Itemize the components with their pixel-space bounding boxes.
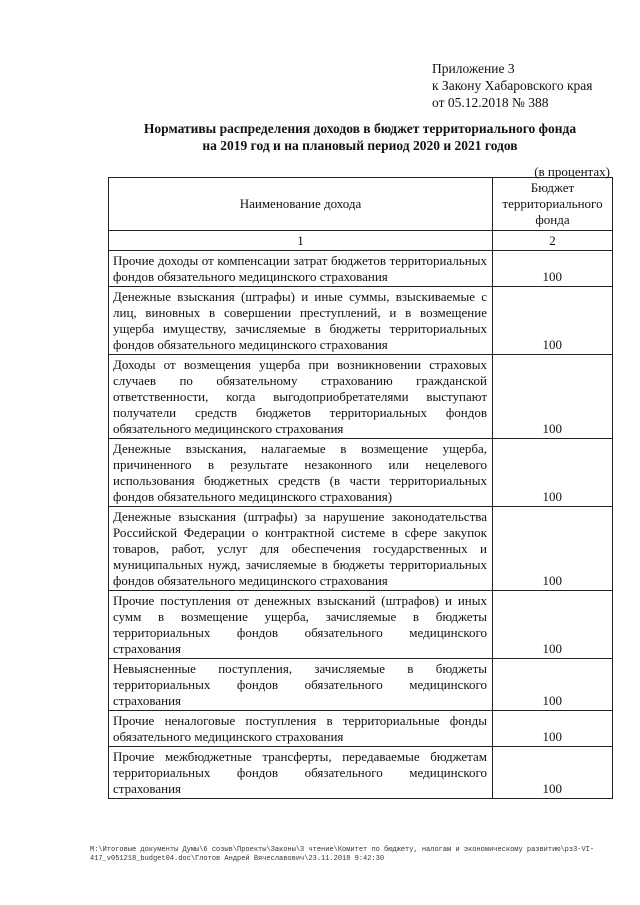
appendix-block [432,60,593,111]
income-name-cell: Денежные взыскания, налагаемые в возмещение ущерба, причиненного в результате незаконного или нецелевого использования бюджетных средств (в части территориальных фондов обязательного медицинского страхования) [109,439,493,507]
column-number-2: 2 [493,231,613,251]
income-name-cell: Денежные взыскания (штрафы) за нарушение законодательства Российской Федерации о контрактной системе в сфере закупок товаров, работ, услуг для обеспечения государственных и муниципальных нужд, зачисляемые в бюджеты территориальных фондов обязательного медицинского страхования [109,507,493,591]
income-norms-table [108,177,613,799]
column-number-1: 1 [109,231,493,251]
appendix-number: Приложение 3 [432,61,515,76]
norm-value-cell: 100 [493,287,613,355]
table-row [109,591,613,659]
title-line-2: на 2019 год и на плановый период 2020 и 2021 годов [202,138,518,153]
table-row [109,747,613,799]
table-row [109,711,613,747]
table-row [109,439,613,507]
table-row [109,659,613,711]
header-budget: Бюджет территориального фонда [493,178,613,231]
table-row [109,287,613,355]
income-name-cell: Прочие межбюджетные трансферты, передаваемые бюджетам территориальных фондов обязательного медицинского страхования [109,747,493,799]
appendix-law-reference: к Закону Хабаровского края [432,78,593,93]
norm-value-cell: 100 [493,711,613,747]
income-name-cell: Невыясненные поступления, зачисляемые в бюджеты территориальных фондов обязательного медицинского страхования [109,659,493,711]
appendix-law-date: от 05.12.2018 № 388 [432,95,549,110]
units-note: (в процентах) [534,164,610,179]
norm-value-cell: 100 [493,507,613,591]
income-name-cell: Денежные взыскания (штрафы) и иные суммы, взыскиваемые с лиц, виновных в совершении преступлений, и в возмещение ущерба имуществу, зачисляемые в бюджеты территориальных фондов обязательного медицинского страхования [109,287,493,355]
income-name-cell: Прочие поступления от денежных взысканий (штрафов) и иных сумм в возмещение ущерба, зачисляемые в бюджеты территориальных фондов обязательного медицинского страхования [109,591,493,659]
table-row [109,251,613,287]
table-row [109,507,613,591]
norm-value-cell: 100 [493,439,613,507]
norm-value-cell: 100 [493,355,613,439]
column-number-row [109,231,613,251]
income-name-cell: Прочие доходы от компенсации затрат бюджетов территориальных фондов обязательного медицинского страхования [109,251,493,287]
file-path-footer: M:\Итоговые документы Думы\6 созыв\Проекты\Законы\3 чтение\Комитет по бюджету, налогам и экономическому развитию\рз3-VI-417_v051218_budget04.doc\Глотов Андрей Вячеславович\23.11.2018 9:42:30 [90,846,595,863]
norm-value-cell: 100 [493,659,613,711]
income-name-cell: Прочие неналоговые поступления в территориальные фонды обязательного медицинского страхования [109,711,493,747]
norm-value-cell: 100 [493,251,613,287]
document-title [110,120,610,154]
title-line-1: Нормативы распределения доходов в бюджет территориального фонда [143,121,577,136]
header-income-name: Наименование дохода [109,178,493,231]
income-name-cell: Доходы от возмещения ущерба при возникновении страховых случаев по обязательному страхованию гражданской ответственности, когда выгодоприобретателями выступают получатели средств бюджетов территориальных фондов обязательного медицинского страхования [109,355,493,439]
table-header-row [109,178,613,231]
table-row [109,355,613,439]
norm-value-cell: 100 [493,591,613,659]
norm-value-cell: 100 [493,747,613,799]
